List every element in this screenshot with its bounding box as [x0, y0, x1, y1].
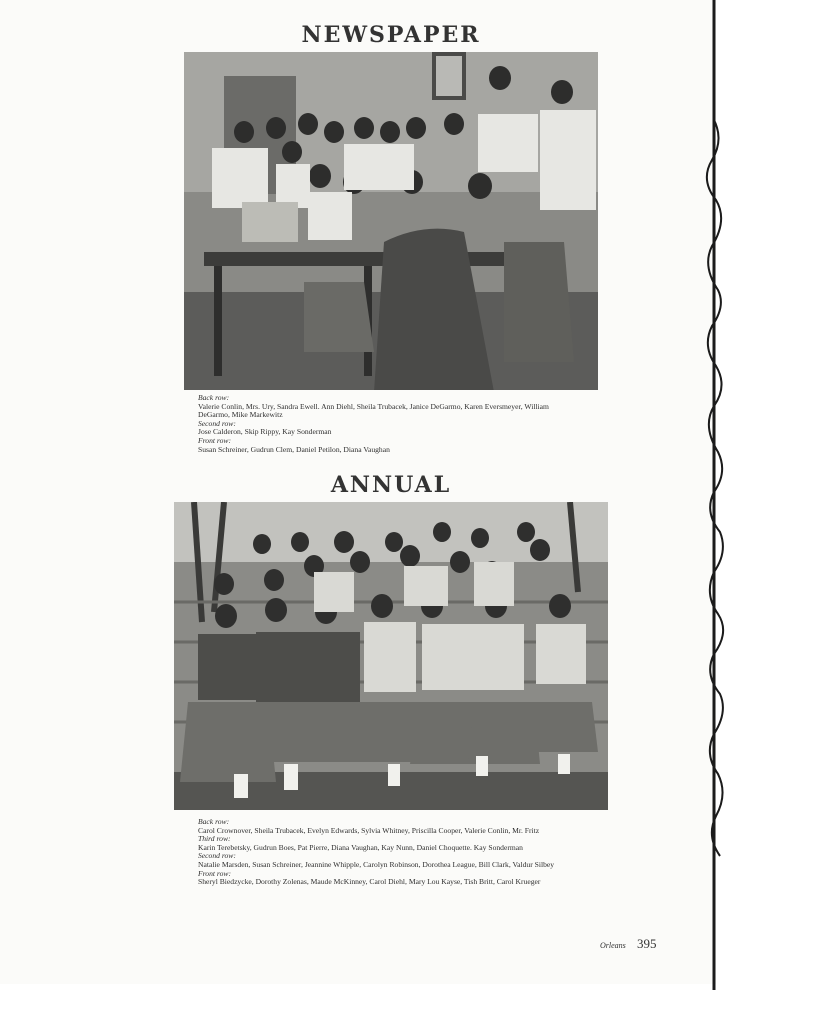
page-number: 395: [637, 936, 657, 951]
caption-row-names: Carol Crownover, Sheila Trubacek, Evelyn Edwards, Sylvia Whitney, Priscilla Cooper, Valerie Conlin, Mr. Fritz: [198, 825, 540, 835]
newspaper-caption: [198, 394, 578, 454]
caption-row-names: Sheryl Biedzycke, Dorothy Zolenas, Maude McKinney, Carol Diehl, Mary Lou Kayse, Tish Britt, Carol Krueger: [198, 877, 541, 887]
caption-row-label: Back row:: [198, 817, 230, 826]
newspaper-heading: NEWSPAPER: [301, 22, 481, 48]
annual-heading: ANNUAL: [330, 472, 452, 498]
annual-staff-photo: [174, 502, 608, 810]
caption-row-label: Second row:: [198, 418, 236, 428]
caption-row-label: Back row:: [198, 393, 230, 402]
caption-row-label: Third row:: [198, 834, 231, 844]
school-name: Orleans: [600, 941, 626, 950]
page-footer: [600, 936, 657, 952]
caption-row-names: Jose Calderon, Skip Rippy, Kay Sonderman: [198, 427, 332, 437]
caption-row-names: Valerie Conlin, Mrs. Ury, Sandra Ewell. Ann Diehl, Sheila Trubacek, Janice DeGarmo, Karen Eversmeyer, William DeGarmo, Mike Markewitz: [198, 401, 549, 420]
binding-edge: [700, 0, 726, 990]
caption-row-label: Front row:: [198, 868, 231, 878]
annual-caption: [198, 818, 598, 887]
newspaper-staff-photo: [184, 52, 598, 390]
caption-row-names: Natalie Marsden, Susan Schreiner, Jeannine Whipple, Carolyn Robinson, Dorothea League, Bill Clark, Valdur Silbey: [198, 859, 555, 869]
caption-row-names: Karin Terebetsky, Gudrun Boes, Pat Pierre, Diana Vaughan, Kay Nunn, Daniel Choquette. Kay Sonderman: [198, 842, 523, 852]
caption-row-label: Front row:: [198, 435, 231, 445]
caption-row-label: Second row:: [198, 851, 236, 861]
caption-row-names: Susan Schreiner, Gudrun Clem, Daniel Petilon, Diana Vaughan: [198, 444, 390, 454]
